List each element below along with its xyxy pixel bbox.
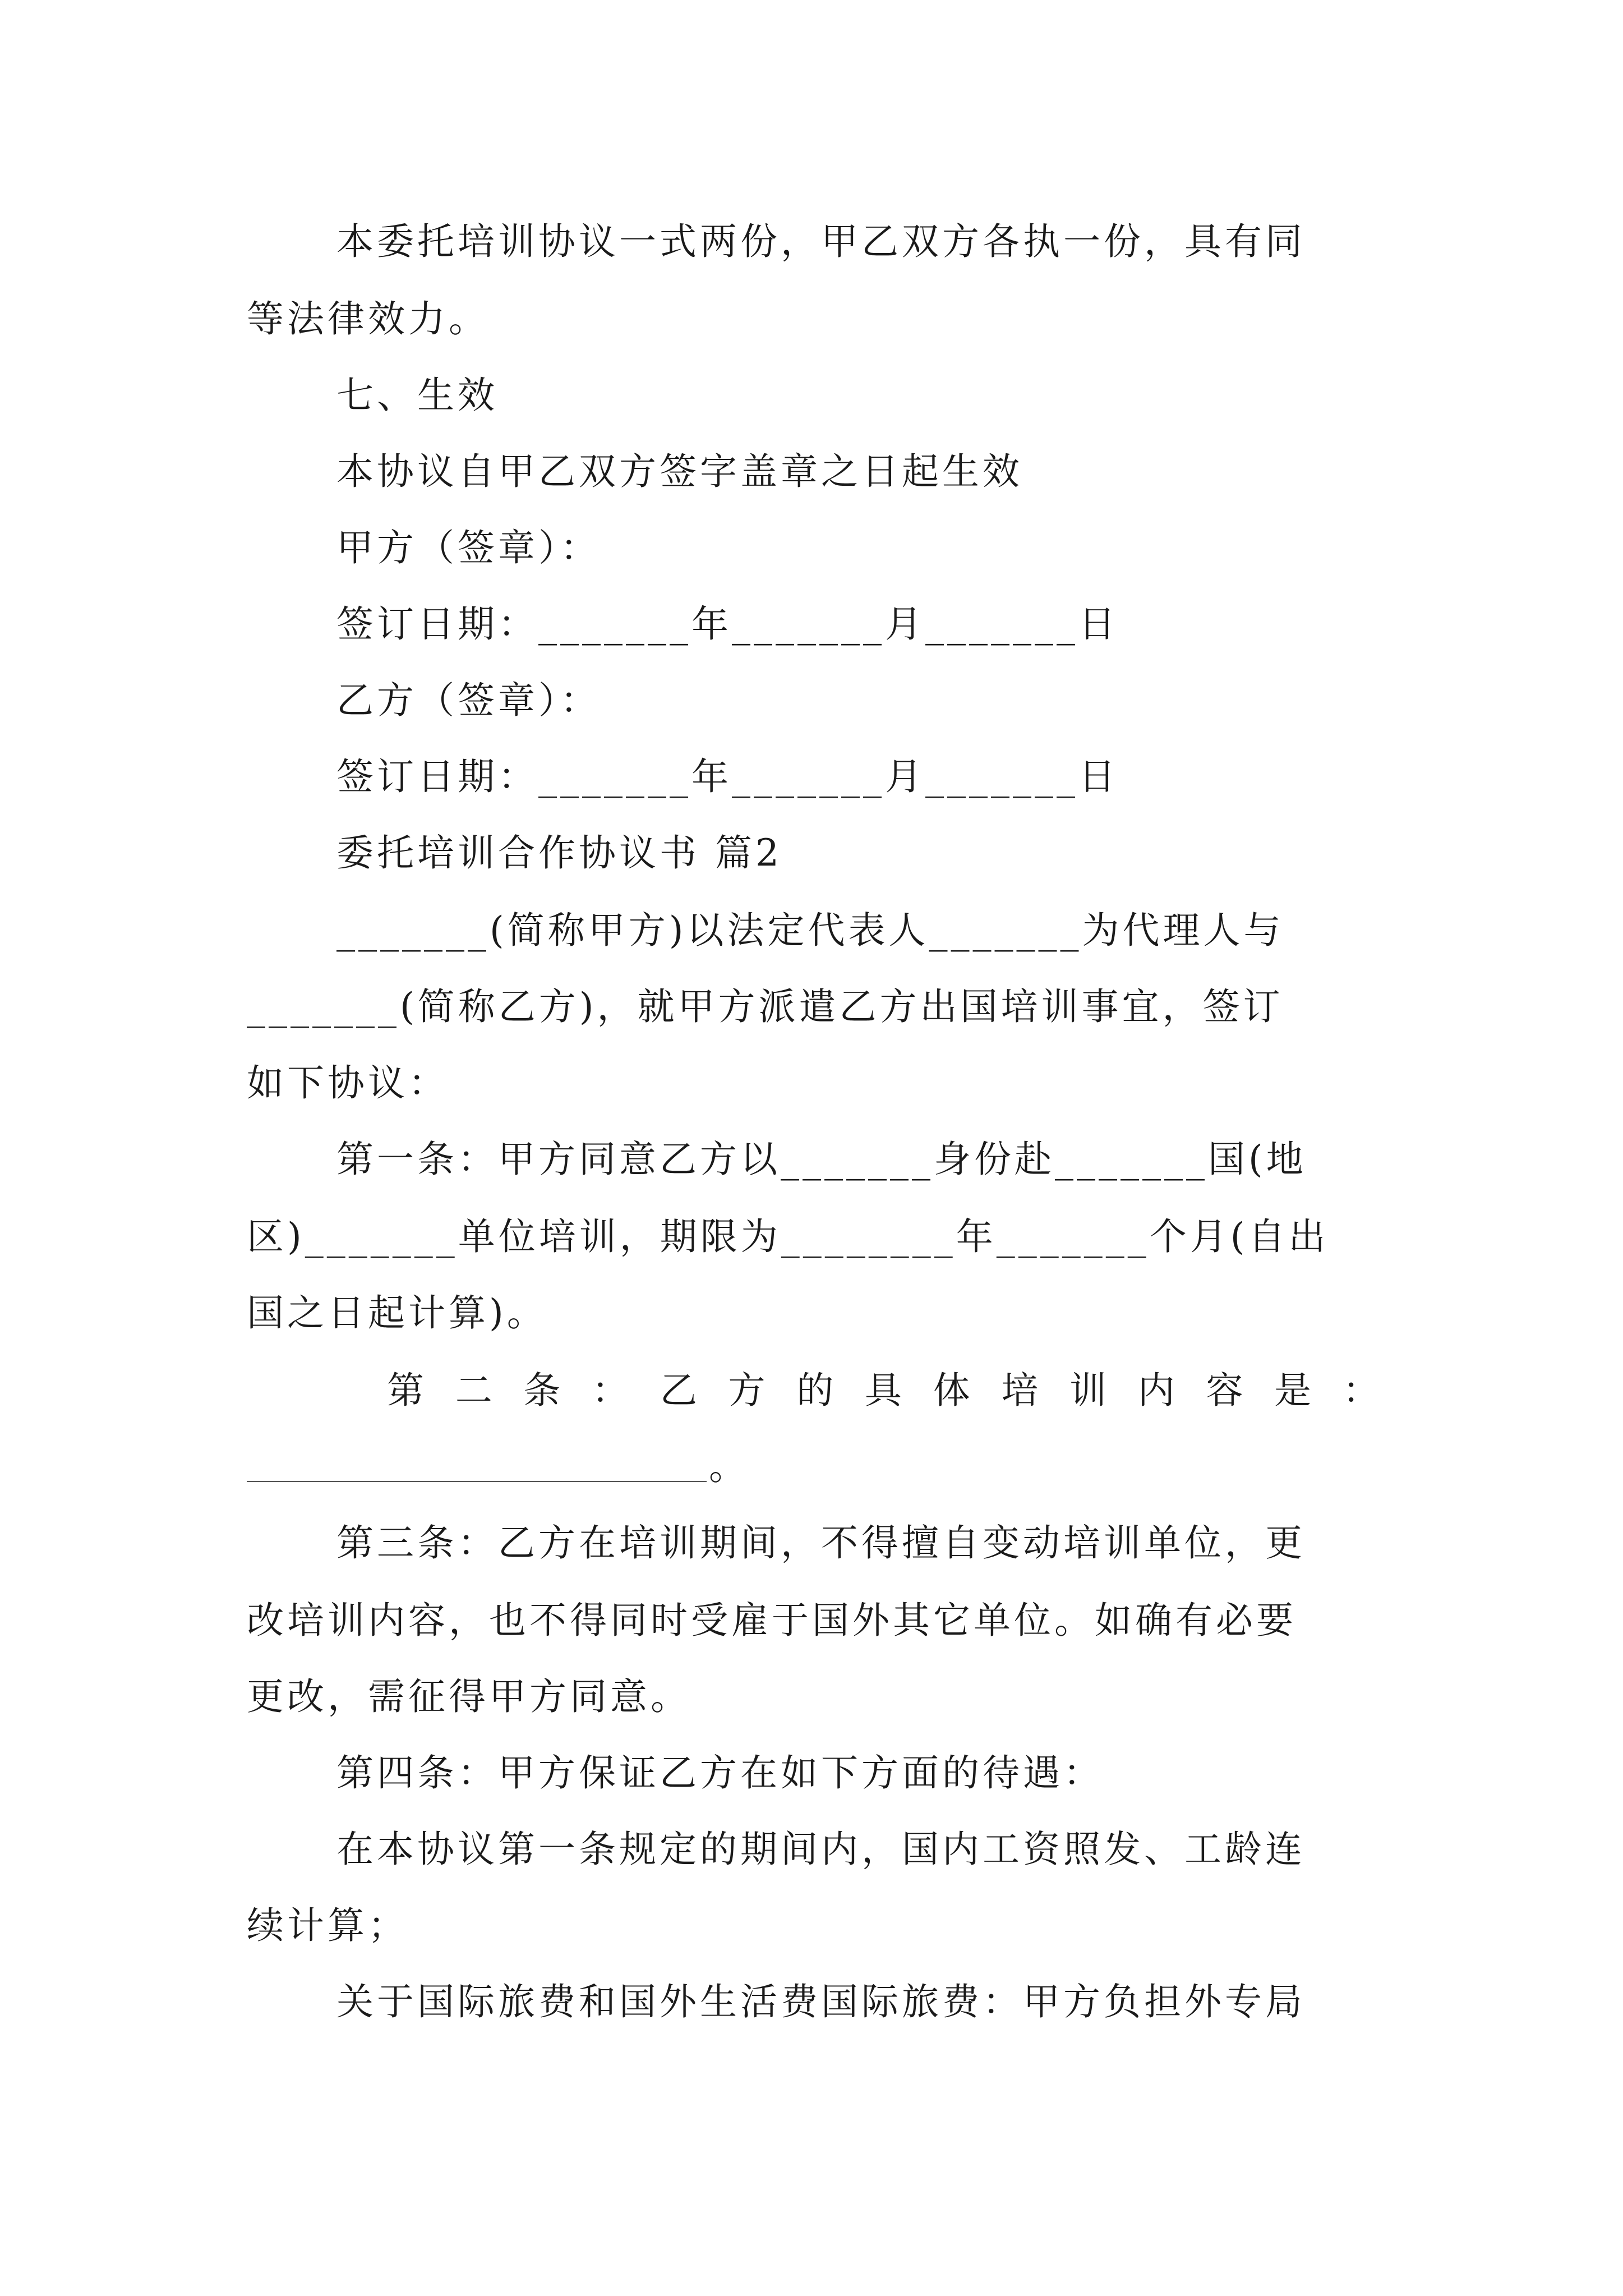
signing-date-a: 签订日期：_______年_______月_______日 [336, 602, 1119, 646]
paragraph-line: _______(简称甲方)以法定代表人_______为代理人与 [336, 909, 1284, 952]
paragraph-line: 区)_______单位培训，期限为________年_______个月(自出 [247, 1215, 1329, 1258]
article-2-char: 具 [864, 1369, 902, 1412]
article-2-char: 训 [1069, 1369, 1107, 1412]
article-2-char: 二 [455, 1369, 492, 1412]
signing-date-b: 签订日期：_______年_______月_______日 [336, 755, 1119, 798]
article-2-char: ： [592, 1369, 629, 1412]
article-2 [387, 1369, 1380, 1412]
article-1: 第一条：甲方同意乙方以_______身份赴_______国(地 [336, 1138, 1307, 1181]
paragraph-line: 更改，需征得甲方同意。 [247, 1675, 691, 1718]
section-heading: 七、生效 [336, 374, 498, 417]
paragraph-line: 在本协议第一条规定的期间内，国内工资照发、工龄连 [336, 1828, 1306, 1871]
paragraph-line: 本委托培训协议一式两份，甲乙双方各执一份，具有同 [336, 220, 1306, 263]
paragraph-line: 关于国际旅费和国外生活费国际旅费：甲方负担外专局 [336, 1980, 1306, 2023]
article-2-char: 内 [1137, 1369, 1175, 1412]
article-2-char: 是 [1274, 1369, 1312, 1412]
article-2-char: 方 [728, 1369, 766, 1412]
paragraph-line: 国之日起计算)。 [247, 1291, 547, 1335]
document-title: 委托培训合作协议书 篇2 [336, 831, 782, 875]
fill-in-blank-line [247, 1481, 707, 1482]
article-2-char: 第 [387, 1369, 424, 1412]
article-2-char: 条 [523, 1369, 561, 1412]
signature-party-b: 乙方（签章）： [336, 679, 601, 722]
article-4: 第四条：甲方保证乙方在如下方面的待遇： [336, 1751, 1104, 1795]
signature-party-a: 甲方（签章）： [336, 526, 601, 569]
paragraph-line: 改培训内容，也不得同时受雇于国外其它单位。如确有必要 [247, 1599, 1297, 1642]
article-2-char: 的 [796, 1369, 834, 1412]
paragraph-line: 等法律效力。 [247, 297, 489, 341]
article-2-char: 体 [933, 1369, 970, 1412]
article-2-char: 培 [1001, 1369, 1039, 1412]
paragraph-line: 如下协议： [247, 1061, 449, 1105]
sentence-end: 。 [709, 1445, 749, 1488]
article-3: 第三条：乙方在培训期间，不得擅自变动培训单位，更 [336, 1521, 1306, 1565]
paragraph-line: 本协议自甲乙双方签字盖章之日起生效 [336, 450, 1023, 493]
paragraph-line: 续计算； [247, 1904, 408, 1947]
paragraph-line: _______(简称乙方)，就甲方派遣乙方出国培训事宜，签订 [247, 985, 1284, 1028]
article-2-char: 容 [1206, 1369, 1243, 1412]
article-2-char: ： [1342, 1369, 1380, 1412]
article-2-char: 乙 [660, 1369, 697, 1412]
